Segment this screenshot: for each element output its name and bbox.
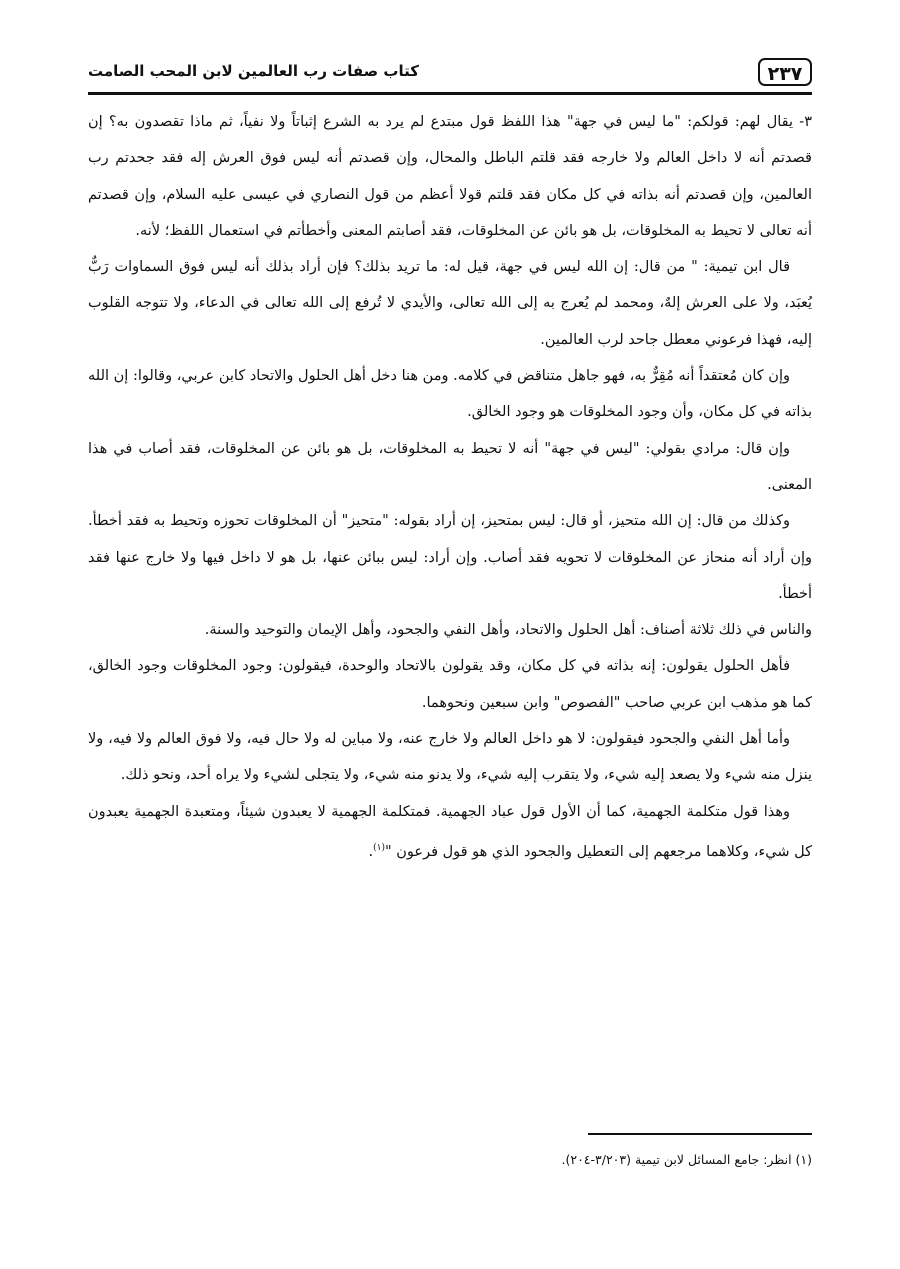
body-text <box>88 104 812 870</box>
page-header <box>88 58 812 90</box>
paragraph-6: والناس في ذلك ثلاثة أصناف: أهل الحلول والاتحاد، وأهل النفي والجحود، وأهل الإيمان والتوحيد والسنة. <box>204 622 812 639</box>
footnote-marker[interactable]: (١) <box>373 842 385 853</box>
page-number: ٢٣٧ <box>758 58 812 86</box>
paragraph-2: قال ابن تيمية: " من قال: إن الله ليس في جهة، قيل له: ما تريد بذلك؟ فإن أراد بذلك أنه ليس فوق السماوات رَبٌّ يُعبَد، ولا على العرش إلهٌ، ومحمد لم يُعرج به إلى الله تعالى، والأيدي لا تُرفع إلى الله تعالى في الدعاء، ولا تتوجه القلوب إليه، فهذا فرعوني معطل جاحد لرب العالمين. <box>88 259 812 348</box>
paragraph-1: ٣- يقال لهم: قولكم: "ما ليس في جهة" هذا اللفظ قول مبتدع لم يرد به الشرع إثباتاً ولا نفياً، ثم ماذا تقصدون به؟ إن قصدتم أنه لا داخل العالم ولا خارجه فقد قلتم الباطل والمحال، وإن قصدتم أنه ليس فوق العرش إله فقد جحدتم رب العالمين، وإن قصدتم أنه بذاته في كل مكان فقد قلتم قولا أعظم من قول النصاري في عيسى عليه السلام، وإن قصدتم أنه تعالى لا تحيط به المخلوقات، بل هو بائن عن المخلوقات، فقد أصابتم المعنى وأخطأتم في استعمال اللفظ؛ لأنه. <box>88 114 812 239</box>
paragraph-5: وكذلك من قال: إن الله متحيز، أو قال: ليس بمتحيز، إن أراد بقوله: "متحيز" أن المخلوقات تحوزه وتحيط به فقد أخطأ. وإن أراد أنه منحاز عن المخلوقات لا تحويه فقد أصاب. وإن أراد: ليس ببائن عنها، بل هو لا داخل فيها ولا خارج عنها فقد أخطأ. <box>88 513 812 602</box>
header-divider <box>88 92 812 95</box>
book-title: كتاب صفات رب العالمين لابن المحب الصامت <box>88 62 419 80</box>
paragraph-3: وإن كان مُعتقداً أنه مُقِرٌّ به، فهو جاهل متناقض في كلامه. ومن هنا دخل أهل الحلول والاتحاد كابن عربي، وقالوا: إن الله بذاته في كل مكان، وأن وجود المخلوقات هو وجود الخالق. <box>88 368 812 421</box>
footnote-divider <box>588 1133 812 1135</box>
paragraph-9: وهذا قول متكلمة الجهمية، كما أن الأول قول عباد الجهمية. فمتكلمة الجهمية لا يعبدون شيئاً، ومتعبدة الجهمية يعبدون كل شيء، وكلاهما مرجعهم إلى التعطيل والجحود الذي هو قول فرعون "$^{(١)}$. <box>88 803 812 860</box>
footnote: (١) انظر: جامع المسائل لابن تيمية (٣/٢٠٣-٢٠٤). <box>561 1152 812 1167</box>
paragraph-4: وإن قال: مرادي بقولي: "ليس في جهة" أنه لا تحيط به المخلوقات، بل هو بائن عن المخلوقات، فقد أصاب في هذا المعنى. <box>88 440 812 493</box>
paragraph-8: وأما أهل النفي والجحود فيقولون: لا هو داخل العالم ولا خارج عنه، ولا مباين له ولا حال فيه، ولا فوق العالم ولا فيه، ولا ينزل منه شيء ولا يصعد إليه شيء، ولا يتقرب إليه شيء، ولا يدنو منه شيء، ولا يتجلى لشيء ولا يراه أحد، ونحو ذلك. <box>88 731 812 784</box>
paragraph-9-text: وهذا قول متكلمة الجهمية، كما أن الأول قول عباد الجهمية. فمتكلمة الجهمية لا يعبدون شيئاً، ومتعبدة الجهمية يعبدون كل شيء، وكلاهما مرجعهم إلى التعطيل والجحود الذي هو قول فرعون " <box>88 803 812 860</box>
paragraph-7: فأهل الحلول يقولون: إنه بذاته في كل مكان، وقد يقولون بالاتحاد والوحدة، فيقولون: وجود المخلوقات وجود الخالق، كما هو مذهب ابن عربي صاحب "الفصوص" وابن سبعين ونحوهما. <box>88 658 812 711</box>
